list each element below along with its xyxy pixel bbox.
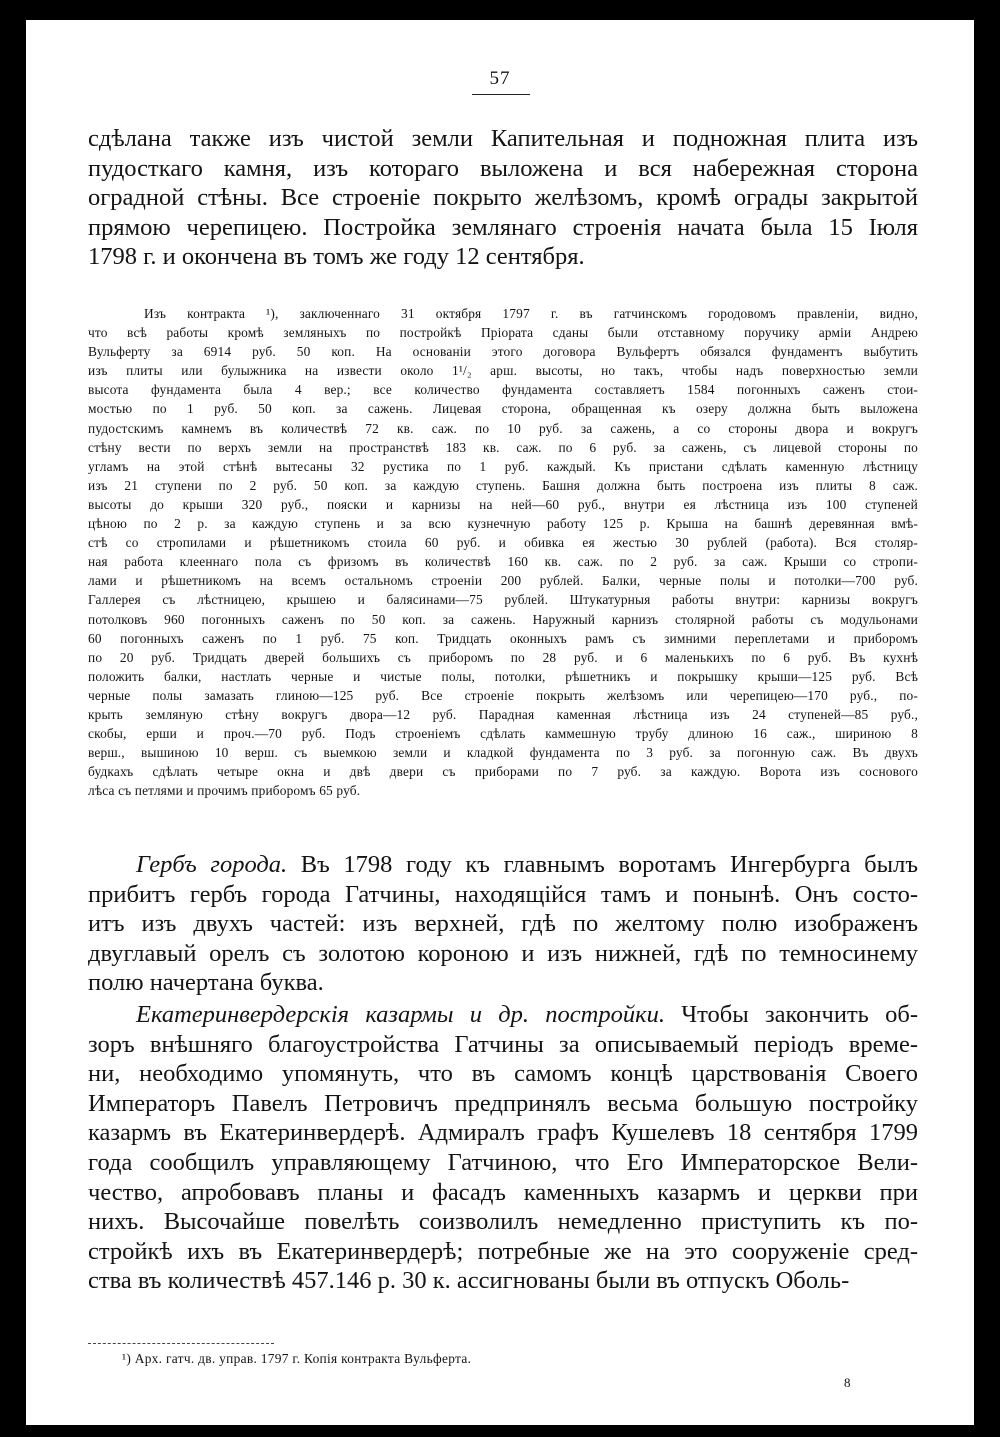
- text-line: [88, 743, 918, 762]
- line-text: года сообщилъ управляющему Гатчиною, что Его Императорское Вели-: [88, 1148, 918, 1176]
- line-text: ства въ количествѣ 457.146 р. 30 к. ассигнованы были въ отпускъ Оболь-: [88, 1267, 850, 1295]
- line-text: двуглавый орелъ съ золотою короною и изъ нижней, гдѣ по темносинему: [88, 939, 918, 967]
- line-text: 1798 г. и окончена въ томъ же году 12 сентября.: [88, 243, 585, 271]
- contract-paragraph: [88, 304, 918, 800]
- line-text: сдѣлана также изъ чистой земли Капительная и подножная плита изъ: [88, 125, 918, 152]
- line-text: потолковъ 960 погонныхъ саженъ по 50 коп. за сажень. Наружный карнизъ столярной работы съ модульонами: [88, 611, 918, 627]
- text-line: [88, 1207, 918, 1237]
- line-text: стройкѣ ихъ въ Екатеринвердерѣ; потребные же на это сооруженіе сред-: [88, 1237, 918, 1265]
- line-text: верш., вышиною 10 верш. съ выемкою земли и кладкой фундамента по 3 руб. за погонную саж. Въ двухъ: [88, 745, 918, 761]
- text-line: [88, 154, 918, 184]
- line-text: нихъ. Высочайше повелѣть соизволилъ немедленно приступить къ по-: [88, 1208, 918, 1236]
- line-text: Галлерея съ лѣстницею, крышею и балясинами—75 рублей. Штукатурныя работы внутри: карнизы вокругъ: [88, 592, 918, 608]
- text-line: [88, 781, 918, 800]
- line-text: что всѣ работы кромѣ земляныхъ по постройкѣ Пріората сданы были отставному поручику арміи Андрею: [88, 325, 918, 341]
- line-text: пудостскимъ камнемъ въ количествѣ 72 кв. саж. по 10 руб. за сажень, а со стороны двора и вокругъ: [88, 420, 918, 436]
- text-line: [88, 1266, 918, 1296]
- line-text: угламъ на этой стѣнѣ вытесаны 32 рустика по 1 руб. каждый. Къ пристани сдѣлать каменную лѣстницу: [88, 458, 918, 474]
- text-line: [88, 1030, 918, 1060]
- text-line: [88, 476, 918, 495]
- text-line: [88, 213, 918, 243]
- text-line: [88, 183, 918, 213]
- line-text: стѣ со стропилами и рѣшетникомъ стоила 60 руб. и обивка ея жестью 30 рублей (работа). Вся столяр-: [88, 535, 918, 551]
- coat-of-arms-paragraph: [88, 850, 918, 998]
- line-text: положить балки, настлать черные и чистые полы, потолки, рѣшетникъ и покрышку крыши—125 руб. Всѣ: [88, 668, 918, 684]
- line-text: мостью по 1 руб. 50 коп. за сажень. Лицевая сторона, обращенная къ озеру должна быть выложена: [88, 401, 918, 417]
- text-line: [88, 242, 918, 272]
- text-line: [88, 762, 918, 781]
- line-text: крыть земляную стѣну вокругъ двора—12 руб. Парадная каменная лѣстница изъ 24 ступеней—85 руб.,: [88, 706, 918, 722]
- footnote: ¹) Арх. гатч. дв. управ. 1797 г. Копія контракта Вульферта.: [122, 1351, 472, 1366]
- line-text: лѣса съ петлями и прочимъ приборомъ 65 руб.: [88, 783, 361, 799]
- line-text: скобы, ерши и проч.—70 руб. Подъ строеніемъ сдѣлать каммешную трубу длиною 16 саж., шириною 8: [88, 726, 918, 742]
- line-text: Вульферту за 6914 руб. 50 коп. На основаніи этого договора Вульфертъ обязался фундаментъ выбутить: [88, 344, 918, 360]
- text-line: [88, 705, 918, 724]
- text-line: [88, 686, 918, 705]
- line-text: изъ 21 ступени по 2 руб. 50 коп. за каждую ступень. Башня должна быть построена изъ плиты 8 саж.: [88, 477, 918, 493]
- line-text: ни, необходимо упомянуть, что въ самомъ концѣ царствованія Своего: [88, 1060, 918, 1088]
- line-text: чество, апробовавъ планы и фасадъ каменныхъ казармъ и церкви при: [88, 1178, 918, 1206]
- line-text: Императоръ Павелъ Петровичъ предпринялъ весьма большую постройку: [88, 1089, 918, 1117]
- line-text: зоръ внѣшняго благоустройства Гатчины за описываемый періодъ време-: [88, 1030, 918, 1058]
- document-page: [26, 20, 974, 1425]
- text-line: [88, 1178, 918, 1208]
- text-line: [88, 571, 918, 590]
- text-line: [88, 514, 918, 533]
- text-line: [88, 724, 918, 743]
- text-line: [88, 850, 918, 880]
- line-text: Чтобы закончить об-: [664, 1001, 918, 1028]
- line-text: изъ плиты или булыжника на извести около 1¹/₂ арш. высоты, но такъ, чтобы надъ поверхностью земли: [88, 363, 918, 379]
- text-line: [88, 648, 918, 667]
- line-text: стѣну вести по верхъ земли на пространствѣ 183 кв. саж. по 6 руб. за сажень, съ лицевой стороны по: [88, 439, 918, 455]
- text-line: [88, 124, 918, 154]
- text-line: [88, 361, 918, 380]
- line-text: высота фундамента была 4 вер.; все количество фундамента составляетъ 1584 погонныхъ саженъ стои-: [88, 382, 918, 398]
- line-text: Изъ контракта ¹), заключеннаго 31 октября 1797 г. въ гатчинскомъ городовомъ правленіи, видно,: [144, 306, 918, 321]
- barracks-paragraph: [88, 1000, 918, 1296]
- text-line: [88, 667, 918, 686]
- line-text: лами и рѣшетникомъ на всемъ остальномъ строеніи 200 рублей. Балки, черные полы и потолки—700 руб.: [88, 573, 918, 589]
- text-line: [88, 610, 918, 629]
- line-text: цѣною по 2 р. за каждую ступень и за всю кузнечную работу 125 р. Крыша на башнѣ деревянная вмѣ-: [88, 516, 918, 532]
- line-text: Въ 1798 году къ главнымъ воротамъ Ингербурга былъ: [287, 851, 919, 878]
- line-text: по 20 руб. Тридцать дверей большихъ съ приборомъ по 28 руб. и 6 маленькихъ по 6 руб. Въ кухнѣ: [88, 649, 918, 665]
- line-text: 60 погонныхъ саженъ по 1 руб. 75 коп. Тридцать оконныхъ рамъ съ зимними переплетами и приборомъ: [88, 630, 918, 646]
- text-line: [88, 629, 918, 648]
- line-text: полю начертана буква.: [88, 969, 324, 997]
- line-text: черные полы замазать глиною—125 руб. Все строеніе покрыть желѣзомъ или черепицею—170 руб., по-: [88, 687, 918, 703]
- line-text: итъ изъ двухъ частей: изъ верхней, гдѣ по желтому полю изображенъ: [88, 910, 918, 938]
- page-number-rule: [472, 94, 530, 95]
- text-line: [88, 1237, 918, 1267]
- line-text: пудосткаго камня, изъ котораго выложена и вся набережная сторона: [88, 154, 918, 182]
- line-text: будкахъ сдѣлать четыре окна и двѣ двери съ приборами по 7 руб. за каждую. Ворота изъ соснового: [88, 764, 918, 780]
- text-line: [88, 1118, 918, 1148]
- text-line: [88, 909, 918, 939]
- line-text: высоты до крыши 320 руб., пояски и карнизы на ней—60 руб., внутри ея лѣстница изъ 100 ступеней: [88, 496, 918, 512]
- text-line: [88, 939, 918, 969]
- text-line: [88, 968, 918, 998]
- page-number: 57: [489, 68, 511, 89]
- text-line: [88, 1000, 918, 1030]
- line-text: казармъ въ Екатеринвердерѣ. Адмиралъ графъ Кушелевъ 18 сентября 1799: [88, 1119, 918, 1147]
- text-line: [88, 495, 918, 514]
- text-line: [88, 342, 918, 361]
- opening-paragraph: [88, 124, 918, 272]
- text-line: [88, 1148, 918, 1178]
- line-text: прибитъ гербъ города Гатчины, находящійся тамъ и понынѣ. Онъ состо-: [88, 880, 918, 908]
- text-line: [88, 552, 918, 571]
- text-line: [88, 590, 918, 609]
- text-line: [88, 304, 918, 323]
- text-line: [88, 380, 918, 399]
- text-line: [88, 399, 918, 418]
- line-text: прямою черепицею. Постройка землянаго строенія начата была 15 Іюля: [88, 213, 918, 241]
- text-line: [88, 1089, 918, 1119]
- line-text: ная работа клееннаго пола съ фризомъ въ количествѣ 160 кв. саж. по 2 руб. за саж. Крыши со стропи-: [88, 554, 918, 570]
- text-line: [88, 1059, 918, 1089]
- text-line: [88, 457, 918, 476]
- printer-signature: 8: [844, 1375, 851, 1390]
- paragraph-heading: Екатеринвердерскія казармы и др. постройки.: [136, 1001, 665, 1028]
- line-text: оградной стѣны. Все строеніе покрыто желѣзомъ, кромѣ ограды закрытой: [88, 184, 918, 212]
- text-line: [88, 533, 918, 552]
- text-line: [88, 419, 918, 438]
- paragraph-heading: Гербъ города.: [136, 851, 288, 878]
- text-line: [88, 880, 918, 910]
- footnote-rule: [88, 1343, 274, 1344]
- text-line: [88, 323, 918, 342]
- text-line: [88, 438, 918, 457]
